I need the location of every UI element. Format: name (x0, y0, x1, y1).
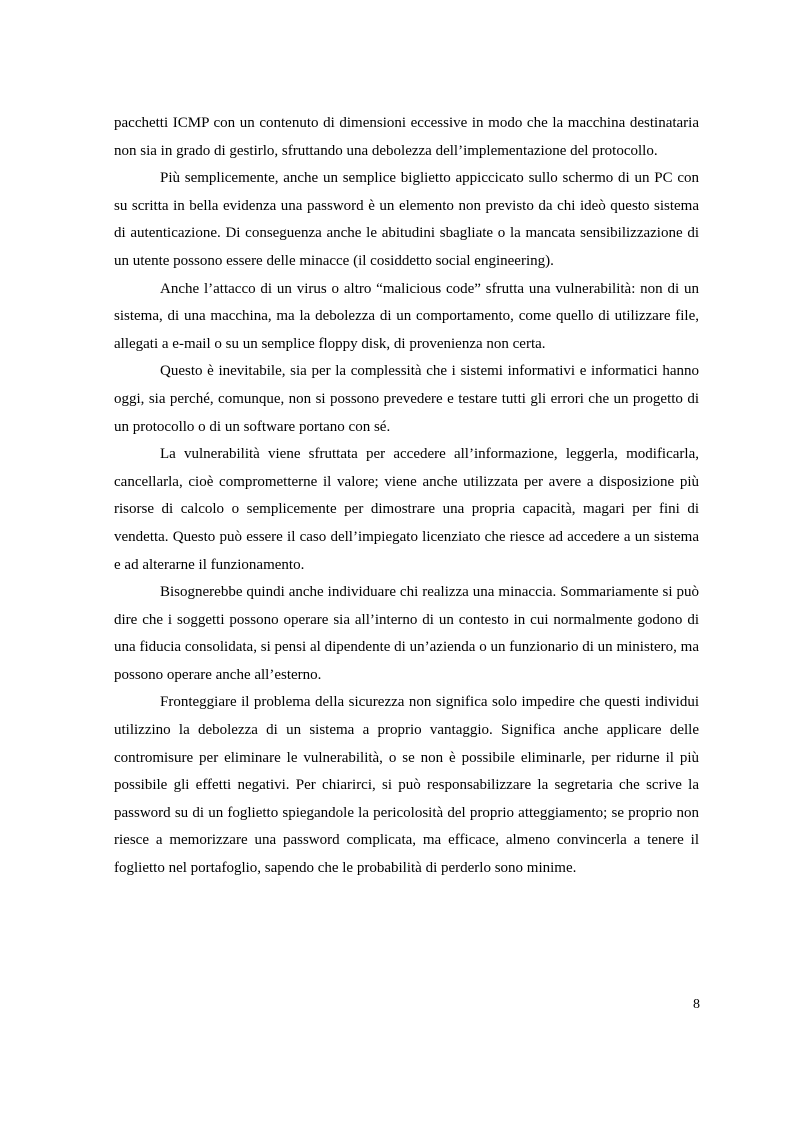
paragraph-inevitable: Questo è inevitabile, sia per la complessità che i sistemi informativi e informatici hanno oggi, sia perché, comunque, non si possono prevedere e testare tutti gli errori che un progetto di un protocollo o di un software portano con sé. (114, 363, 699, 435)
paragraph-exploited-vulnerability: La vulnerabilità viene sfruttata per accedere all’informazione, leggerla, modificarla, cancellarla, cioè comprometterne il valore; viene anche utilizzata per avere a disposizione più risorse di calcolo o semplicemente per dimostrare una propria capacità, magari per fini di vendetta. Questo può essere il caso dell’impiegato licenziato che riesce ad accedere a un sistema e ad alterarne il funzionamento. (114, 446, 699, 573)
page-number: 8 (693, 997, 700, 1012)
paragraph-post-it-password: Più semplicemente, anche un semplice biglietto appiccicato sullo schermo di un PC con su scritta in bella evidenza una password è un elemento non previsto da chi ideò questo sistema di autenticazione. Di conseguenza anche le abitudini sbagliate o la mancata sensibilizzazione di un utente possono essere delle minacce (il cosiddetto social engineering). (114, 170, 699, 269)
paragraph-continuation: pacchetti ICMP con un contenuto di dimensioni eccessive in modo che la macchina destinataria non sia in grado di gestirlo, sfruttando una debolezza dell’implementazione del protocollo. (114, 115, 699, 159)
paragraph-threat-agents: Bisognerebbe quindi anche individuare chi realizza una minaccia. Sommariamente si può dire che i soggetti possono operare sia all’interno di un contesto in cui normalmente godono di una fiducia consolidata, si pensi al dipendente di un’azienda o un funzionario di un ministero, ma possono operare anche all’esterno. (114, 584, 699, 683)
body-text (114, 110, 699, 883)
paragraph-malicious-code: Anche l’attacco di un virus o altro “malicious code” sfrutta una vulnerabilità: non di un sistema, di una macchina, ma la debolezza di un comportamento, come quello di utilizzare file, allegati a e-mail o su un semplice floppy disk, di provenienza non certa. (114, 280, 699, 352)
paragraph-countermeasures: Fronteggiare il problema della sicurezza non significa solo impedire che questi individui utilizzino la debolezza di un sistema a proprio vantaggio. Significa anche applicare delle contromisure per eliminare le vulnerabilità, o se non è possibile eliminarle, per ridurne il più possibile gli effetti negativi. Per chiarirci, si può responsabilizzare la segretaria che scrive la password su di un foglietto spiegandole la pericolosità del proprio atteggiamento; se proprio non riesce a memorizzare una password complicata, ma efficace, almeno convincerla a tenere il foglietto nel portafoglio, sapendo che le probabilità di perderlo sono minime. (114, 694, 699, 877)
